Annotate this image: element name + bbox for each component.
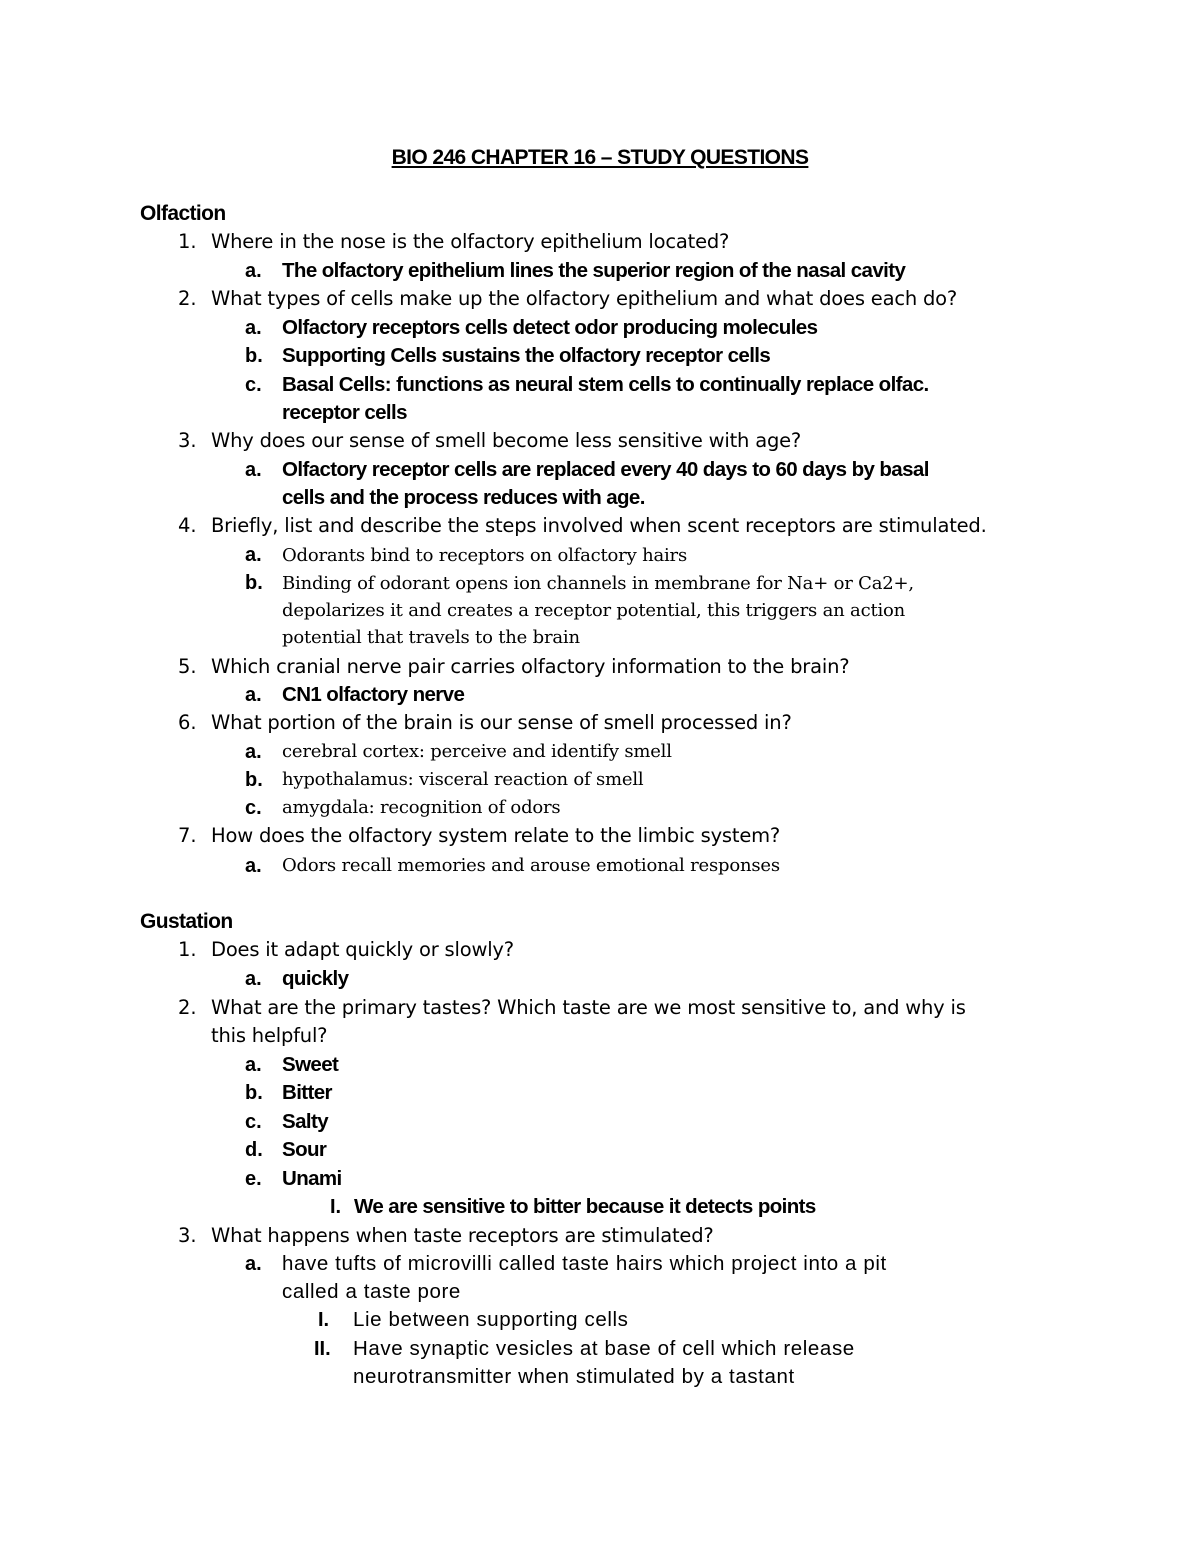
answer-text: Olfactory receptors cells detect odor producing molecules xyxy=(282,316,818,339)
answer-marker: a. xyxy=(245,1253,262,1275)
answer-text: potential that travels to the brain xyxy=(282,627,580,648)
answer-text: Supporting Cells sustains the olfactory receptor cells xyxy=(282,344,771,367)
question-text: Does it adapt quickly or slowly? xyxy=(211,938,514,961)
answer-text: depolarizes it and creates a receptor potential, this triggers an action xyxy=(282,600,906,621)
page-title: BIO 246 CHAPTER 16 – STUDY QUESTIONS xyxy=(391,146,809,169)
answer-marker: a. xyxy=(245,1054,262,1076)
question-text: What portion of the brain is our sense of smell processed in? xyxy=(211,711,792,734)
answer-marker: e. xyxy=(245,1168,262,1190)
answer-text: Have synaptic vesicles at base of cell which release xyxy=(353,1337,855,1360)
answer-marker: c. xyxy=(245,374,262,396)
answer-text: neurotransmitter when stimulated by a tastant xyxy=(353,1365,795,1388)
answer-text: Odors recall memories and arouse emotional responses xyxy=(282,855,780,876)
answer-text: The olfactory epithelium lines the superior region of the nasal cavity xyxy=(282,259,906,282)
answer-text: Unami xyxy=(282,1167,342,1190)
question-number: 2. xyxy=(178,996,197,1019)
answer-text: have tufts of microvilli called taste hairs which project into a pit xyxy=(282,1252,887,1275)
question-text: What happens when taste receptors are stimulated? xyxy=(211,1224,714,1247)
question-text: How does the olfactory system relate to the limbic system? xyxy=(211,824,781,847)
section-heading-gustation: Gustation xyxy=(140,910,233,933)
question-text: What are the primary tastes? Which taste are we most sensitive to, and why is xyxy=(211,996,966,1019)
question-number: 2. xyxy=(178,287,197,310)
answer-marker: a. xyxy=(245,741,262,763)
answer-text: We are sensitive to bitter because it detects points xyxy=(354,1195,816,1218)
answer-marker: c. xyxy=(245,797,262,819)
question-text: What types of cells make up the olfactory epithelium and what does each do? xyxy=(211,287,958,310)
answer-marker: c. xyxy=(245,1111,262,1133)
answer-text: Lie between supporting cells xyxy=(353,1308,629,1331)
answer-marker: a. xyxy=(245,260,262,282)
answer-text: called a taste pore xyxy=(282,1280,461,1303)
answer-text: amygdala: recognition of odors xyxy=(282,797,561,818)
answer-marker: a. xyxy=(245,544,262,566)
question-text: Briefly, list and describe the steps involved when scent receptors are stimulated. xyxy=(211,514,987,537)
question-number: 4. xyxy=(178,514,197,537)
question-number: 3. xyxy=(178,429,197,452)
answer-text: Odorants bind to receptors on olfactory hairs xyxy=(282,545,688,566)
answer-text: cerebral cortex: perceive and identify smell xyxy=(282,741,672,762)
answer-text: Sweet xyxy=(282,1053,339,1076)
answer-text: Basal Cells: functions as neural stem cells to continually replace olfac. xyxy=(282,373,929,396)
question-text: Which cranial nerve pair carries olfactory information to the brain? xyxy=(211,655,850,678)
question-number: 1. xyxy=(178,230,197,253)
answer-text: Salty xyxy=(282,1110,328,1133)
answer-marker: a. xyxy=(245,855,262,877)
answer-marker: b. xyxy=(245,769,263,791)
question-text: this helpful? xyxy=(211,1024,328,1047)
section-heading-olfaction: Olfaction xyxy=(140,202,226,225)
answer-text: hypothalamus: visceral reaction of smell xyxy=(282,769,644,790)
question-text: Why does our sense of smell become less sensitive with age? xyxy=(211,429,802,452)
answer-marker: a. xyxy=(245,968,262,990)
answer-text: Sour xyxy=(282,1138,327,1161)
question-number: 1. xyxy=(178,938,197,961)
answer-text: Olfactory receptor cells are replaced every 40 days to 60 days by basal xyxy=(282,458,929,481)
answer-marker: I. xyxy=(330,1196,342,1218)
question-text: Where in the nose is the olfactory epithelium located? xyxy=(211,230,730,253)
answer-marker: I. xyxy=(318,1309,330,1331)
question-number: 6. xyxy=(178,711,197,734)
answer-marker: a. xyxy=(245,684,262,706)
question-number: 3. xyxy=(178,1224,197,1247)
answer-text: Bitter xyxy=(282,1081,332,1104)
question-number: 7. xyxy=(178,824,197,847)
answer-marker: b. xyxy=(245,572,263,594)
answer-marker: a. xyxy=(245,459,262,481)
answer-marker: b. xyxy=(245,345,263,367)
answer-text: receptor cells xyxy=(282,401,407,424)
answer-text: CN1 olfactory nerve xyxy=(282,683,465,706)
answer-text: Binding of odorant opens ion channels in membrane for Na+ or Ca2+, xyxy=(282,573,914,594)
question-number: 5. xyxy=(178,655,197,678)
answer-marker: a. xyxy=(245,317,262,339)
answer-text: quickly xyxy=(282,967,349,990)
answer-marker: d. xyxy=(245,1139,263,1161)
answer-text: cells and the process reduces with age. xyxy=(282,486,645,509)
answer-marker: b. xyxy=(245,1082,263,1104)
answer-marker: II. xyxy=(314,1338,331,1360)
